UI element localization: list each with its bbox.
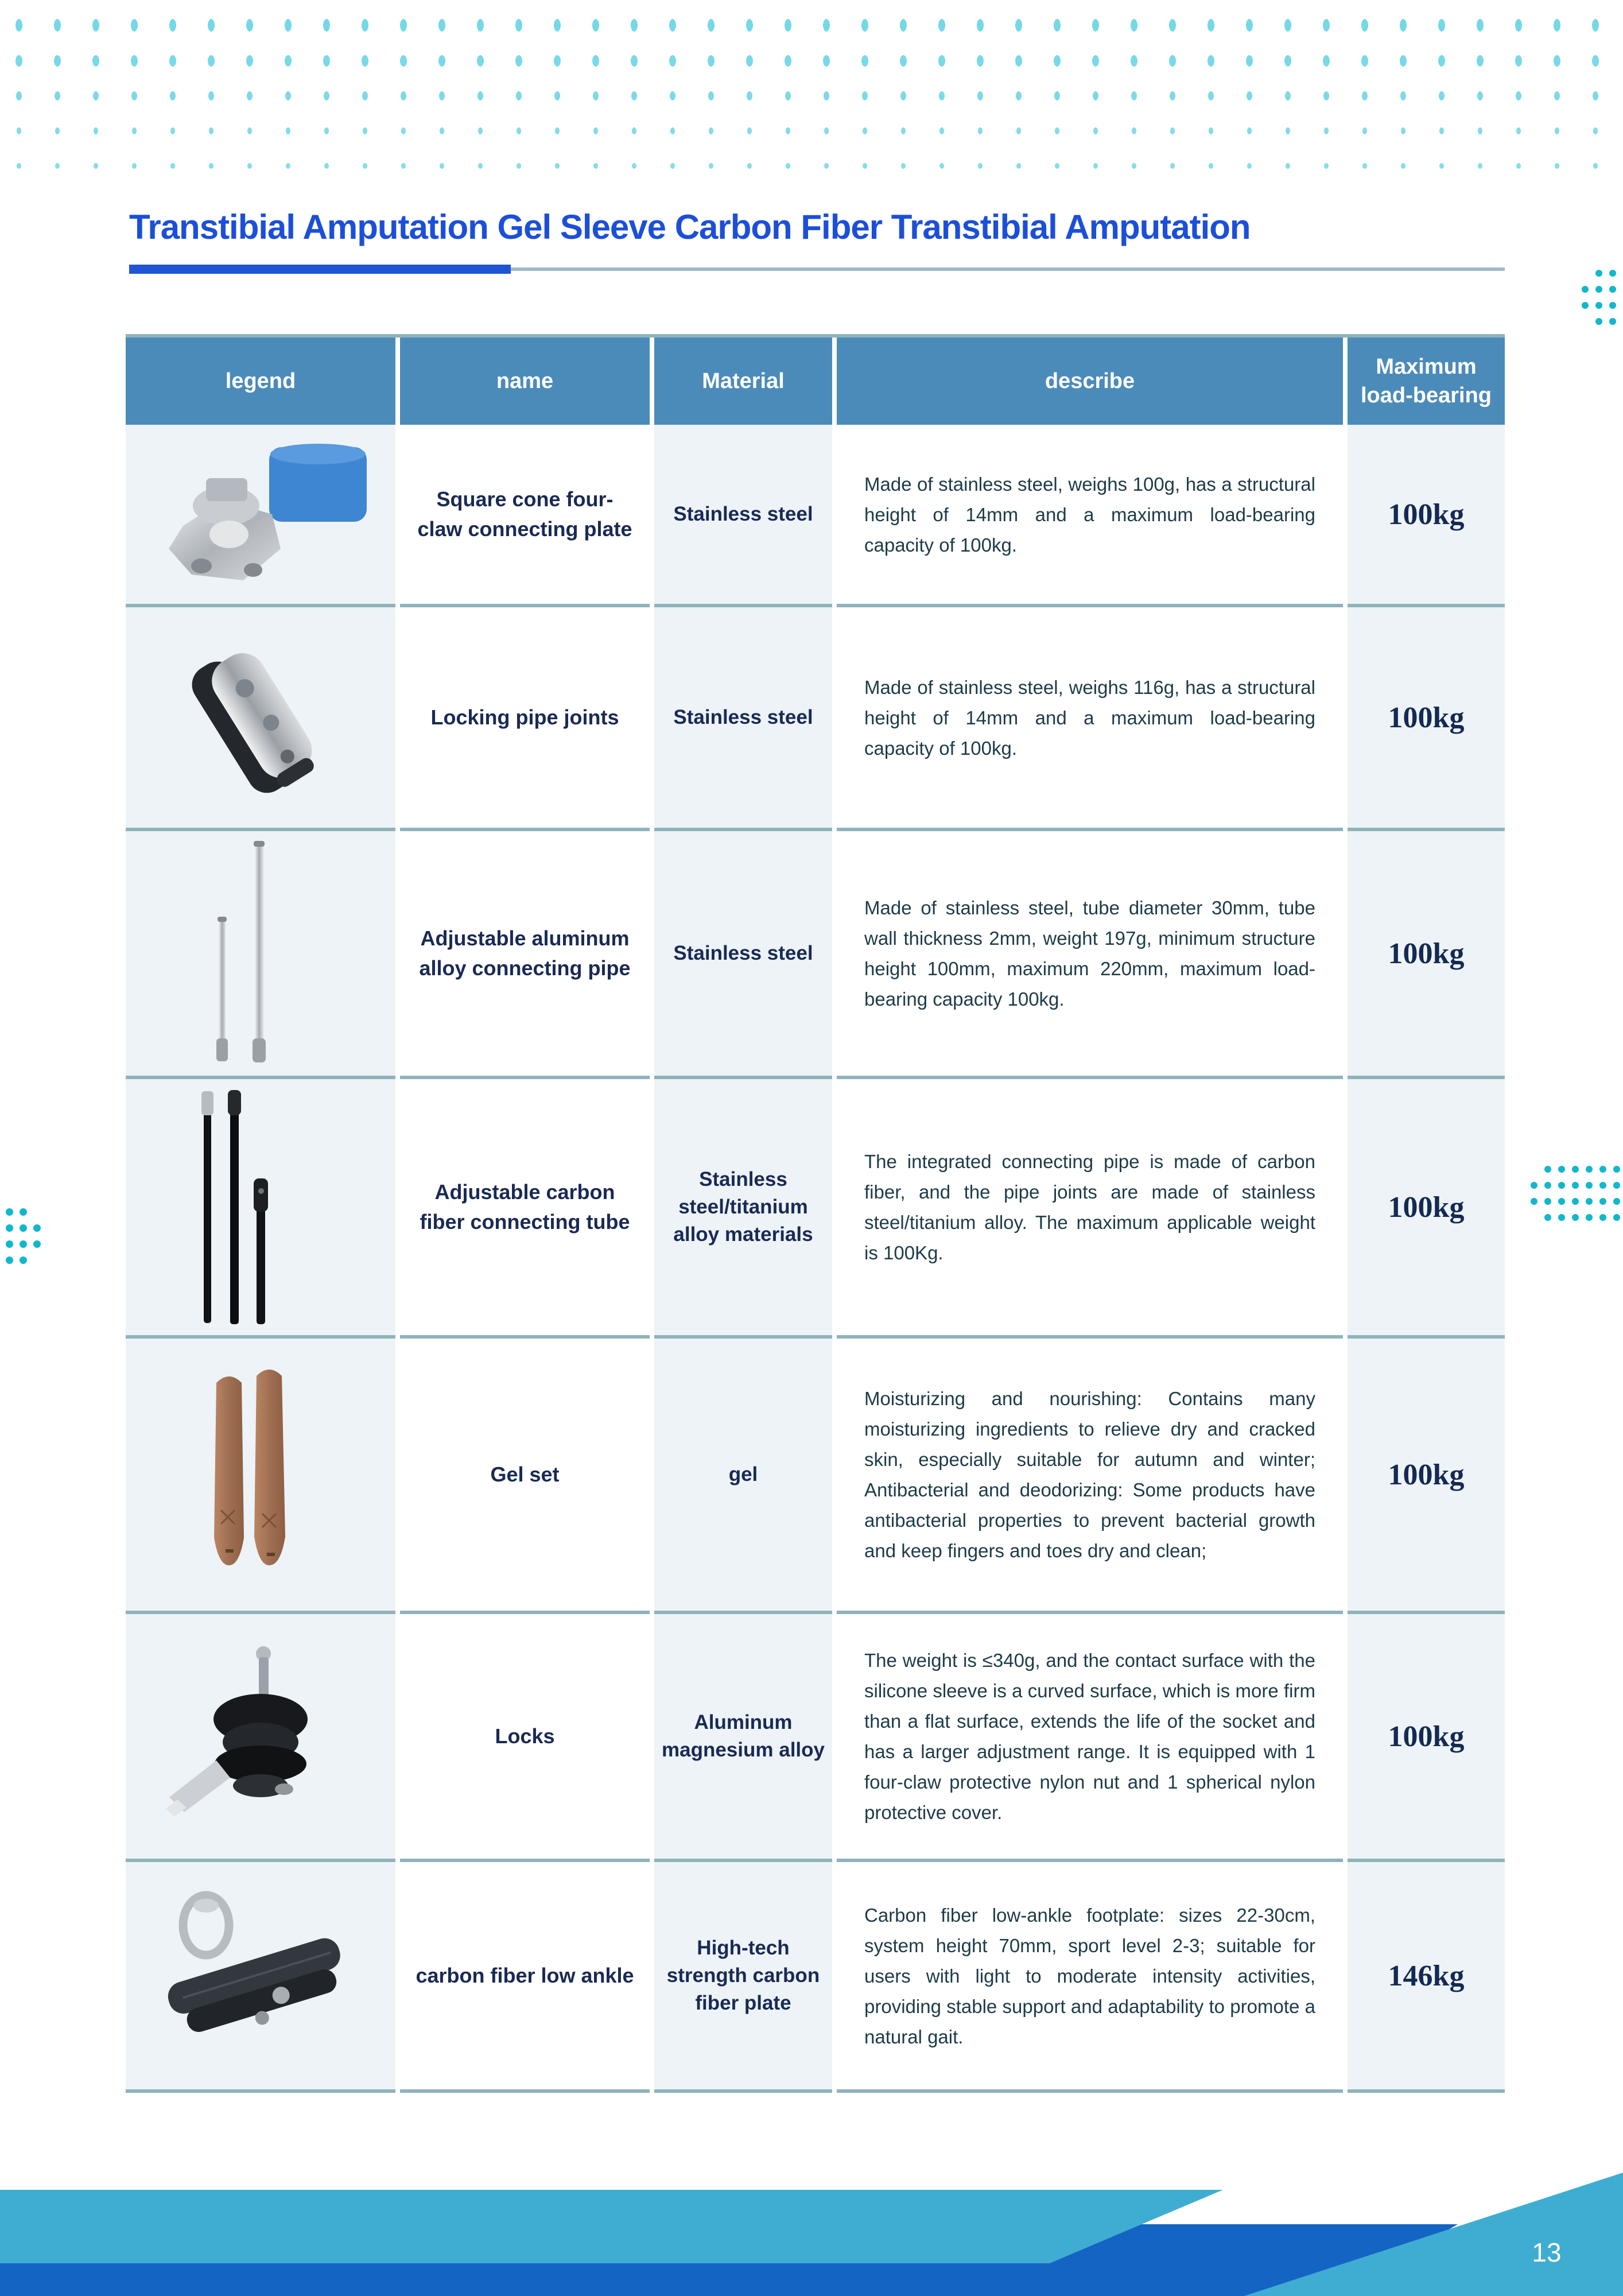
- title-underline: [511, 267, 1505, 271]
- product-max-load: 100kg: [1348, 1339, 1505, 1614]
- teal-dot: [1558, 1214, 1565, 1221]
- product-max-load: 100kg: [1348, 607, 1505, 831]
- teal-dot: [1572, 1166, 1579, 1173]
- teal-dot: [20, 1224, 27, 1232]
- table-row-legend: [126, 1862, 395, 2093]
- page-title: Transtibial Amputation Gel Sleeve Carbon Fiber Transtibial Amputation: [129, 208, 1251, 247]
- table-row-legend: [126, 1614, 395, 1862]
- table-row-legend: [126, 607, 395, 831]
- teal-dot: [6, 1240, 13, 1248]
- teal-dot: [20, 1256, 27, 1264]
- product-max-load: 100kg: [1348, 1079, 1505, 1339]
- teal-dot: [1544, 1214, 1551, 1221]
- teal-dot: [6, 1256, 13, 1264]
- lock-mechanism-photo: [149, 1627, 372, 1845]
- teal-dot: [1582, 286, 1589, 293]
- teal-dot: [1586, 1214, 1593, 1221]
- teal-dot: [1609, 270, 1616, 277]
- product-material: Stainless steel: [654, 607, 832, 831]
- teal-dot: [20, 1208, 27, 1216]
- carbon-fiber-tube-photo: [149, 1087, 372, 1328]
- teal-dot: [1531, 1198, 1537, 1205]
- product-material: Stainless steel: [654, 425, 832, 607]
- teal-dot: [33, 1240, 41, 1248]
- table-row-legend: [126, 831, 395, 1079]
- product-spec-table: [126, 338, 1505, 2093]
- decorative-dash-row: [0, 55, 1623, 67]
- teal-dot: [1586, 1198, 1593, 1205]
- col-header-legend: legend: [126, 338, 395, 425]
- product-description: Made of stainless steel, tube diameter 30mm, tube wall thickness 2mm, weight 197g, minimum structure height 100mm, maximum 220mm, maximum load-bearing capacity 100kg.: [837, 831, 1343, 1079]
- col-header-describe: describe: [837, 338, 1343, 425]
- teal-dot: [1599, 1182, 1606, 1189]
- decorative-dash-row: [0, 162, 1623, 169]
- product-material: Aluminum magnesium alloy: [654, 1614, 832, 1862]
- decorative-dash-row: [0, 127, 1623, 135]
- product-name: Locking pipe joints: [400, 607, 650, 831]
- teal-dot: [1544, 1198, 1551, 1205]
- teal-dot: [1531, 1182, 1537, 1189]
- product-name: Locks: [400, 1614, 650, 1862]
- teal-dot: [1595, 270, 1602, 277]
- teal-dot: [1595, 286, 1602, 293]
- teal-dot: [1582, 302, 1589, 309]
- teal-dot: [1558, 1198, 1565, 1205]
- product-description: Made of stainless steel, weighs 100g, has a structural height of 14mm and a maximum load-bearing capacity of 100kg.: [837, 425, 1343, 607]
- teal-dot: [1599, 1198, 1606, 1205]
- teal-dot: [1572, 1214, 1579, 1221]
- product-name: Adjustable aluminum alloy connecting pipe: [400, 831, 650, 1079]
- product-name: Square cone four-claw connecting plate: [400, 425, 650, 607]
- title-underline-accent: [129, 265, 511, 274]
- product-material: High-tech strength carbon fiber plate: [654, 1862, 832, 2093]
- aluminum-connecting-pipe-photo: [149, 839, 372, 1068]
- teal-dot: [1613, 1166, 1620, 1173]
- teal-dot: [20, 1240, 27, 1248]
- page-number: 13: [1532, 2237, 1562, 2267]
- product-description: Moisturizing and nourishing: Contains many moisturizing ingredients to relieve dry and cracked skin, especially suitable for autumn and winter; Antibacterial and deodorizing: Some products have antibacterial properties to prevent bacterial growth and keep fingers and toes dry and clean;: [837, 1339, 1343, 1614]
- product-max-load: 146kg: [1348, 1862, 1505, 2093]
- product-name: Adjustable carbon fiber connecting tube: [400, 1079, 650, 1339]
- teal-dot: [6, 1208, 13, 1216]
- teal-dot: [33, 1224, 41, 1232]
- teal-dot: [1595, 318, 1602, 325]
- product-description: Carbon fiber low-ankle footplate: sizes 22-30cm, system height 70mm, sport level 2-3; suitable for users with light to moderate intensity activities, providing stable support and adaptability to promote a natural gait.: [837, 1862, 1343, 2093]
- teal-dot: [1613, 1182, 1620, 1189]
- four-claw-plate-photo: [149, 437, 372, 592]
- product-material: gel: [654, 1339, 832, 1614]
- product-description: The integrated connecting pipe is made of carbon fiber, and the pipe joints are made of stainless steel/titanium alloy. The maximum applicable weight is 100Kg.: [837, 1079, 1343, 1339]
- teal-dot: [1609, 318, 1616, 325]
- product-max-load: 100kg: [1348, 1614, 1505, 1862]
- product-material: Stainless steel: [654, 831, 832, 1079]
- teal-dot: [1544, 1166, 1551, 1173]
- teal-dot: [1558, 1166, 1565, 1173]
- decorative-dash-row: [0, 18, 1623, 32]
- teal-dot: [1595, 302, 1602, 309]
- teal-dot: [1586, 1182, 1593, 1189]
- teal-dot: [1613, 1198, 1620, 1205]
- table-row-legend: [126, 1079, 395, 1339]
- col-header-name: name: [400, 338, 650, 425]
- teal-dot: [1558, 1182, 1565, 1189]
- product-material: Stainless steel/titanium alloy materials: [654, 1079, 832, 1339]
- teal-dot: [1544, 1182, 1551, 1189]
- product-max-load: 100kg: [1348, 831, 1505, 1079]
- gel-sleeves-photo: [149, 1360, 372, 1589]
- decorative-dash-row: [0, 91, 1623, 101]
- table-row-legend: [126, 425, 395, 607]
- teal-dot: [1599, 1214, 1606, 1221]
- col-header-material: Material: [654, 338, 832, 425]
- teal-dot: [6, 1224, 13, 1232]
- teal-dot: [1609, 286, 1616, 293]
- col-header-max-load: Maximum load-bearing: [1348, 338, 1505, 425]
- teal-dot: [1572, 1198, 1579, 1205]
- teal-dot: [1586, 1166, 1593, 1173]
- product-name: Gel set: [400, 1339, 650, 1614]
- product-name: carbon fiber low ankle: [400, 1862, 650, 2093]
- carbon-footplate-photo: [149, 1872, 372, 2079]
- footer-light-blue-band: [0, 2190, 1223, 2263]
- table-row-legend: [126, 1339, 395, 1614]
- product-description: Made of stainless steel, weighs 116g, has a structural height of 14mm and a maximum load-bearing capacity of 100kg.: [837, 607, 1343, 831]
- teal-dot: [1572, 1182, 1579, 1189]
- teal-dot: [1609, 302, 1616, 309]
- teal-dot: [1599, 1166, 1606, 1173]
- locking-pipe-joint-photo: [149, 623, 372, 812]
- product-description: The weight is ≤340g, and the contact surface with the silicone sleeve is a curved surface, which is more firm than a flat surface, extends the life of the socket and has a larger adjustment range. It is equipped with 1 four-claw protective nylon nut and 1 spherical nylon protective cover.: [837, 1614, 1343, 1862]
- teal-dot: [1613, 1214, 1620, 1221]
- product-max-load: 100kg: [1348, 425, 1505, 607]
